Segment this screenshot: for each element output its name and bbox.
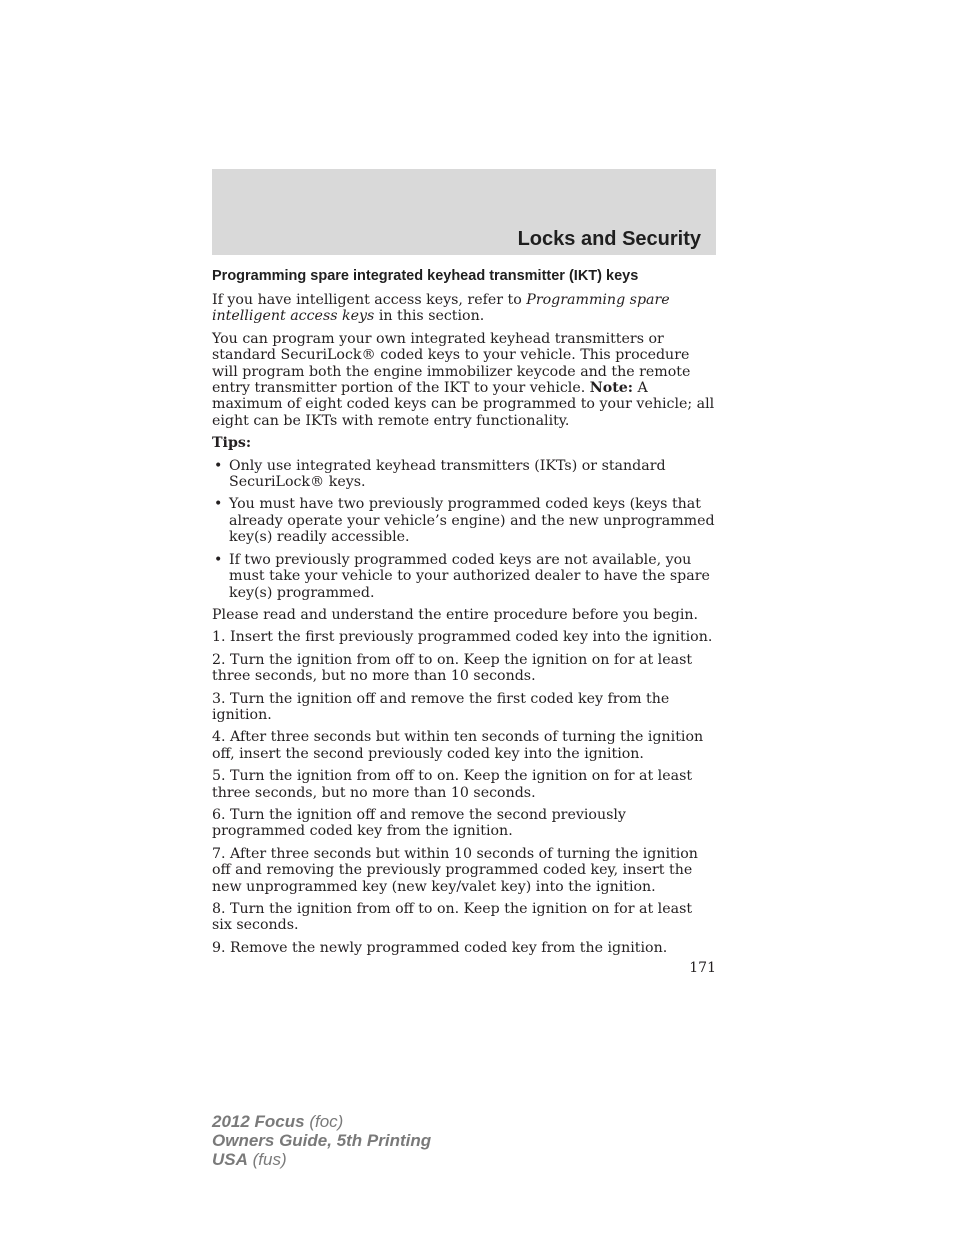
tips-label: Tips: [212, 435, 252, 452]
footer-model-code: (foc) [304, 1112, 344, 1131]
list-item [212, 496, 716, 545]
list-item: 8. Turn the ignition from off to on. Keep the ignition on for at least six seconds. [212, 901, 693, 934]
list-item: 7. After three seconds but within 10 seconds of turning the ignition off and removing the previously programmed coded key, insert the new unprogrammed key (new key/valet key) into the ignition. [212, 845, 698, 895]
document-footer [212, 1112, 431, 1169]
page-number: 171 [689, 960, 716, 976]
list-item: 3. Turn the ignition off and remove the first coded key from the ignition. [212, 690, 670, 723]
list-item: 1. Insert the first previously programmed coded key into the ignition. [212, 629, 713, 646]
list-item: 6. Turn the ignition off and remove the second previously programmed coded key from the ignition. [212, 806, 626, 840]
list-item: 4. After three seconds but within ten seconds of turning the ignition off, insert the second previously coded key into the ignition. [212, 729, 704, 762]
intro-paragraph-1 [212, 292, 716, 325]
list-item [212, 458, 716, 491]
tip-text: Only use integrated keyhead transmitters (IKTs) or standard SecuriLock® keys. [229, 457, 666, 491]
list-item [212, 552, 716, 601]
cross-reference: Programming spare intelligent access keys [212, 292, 670, 325]
bullet-icon: • [214, 496, 223, 513]
tip-text: You must have two previously programmed coded keys (keys that already operate your vehicle’s engine) and the new unprogrammed key(s) readily accessible. [229, 496, 715, 546]
list-item: 2. Turn the ignition from off to on. Keep the ignition on for at least three seconds, but no more than 10 seconds. [212, 651, 693, 685]
page-content [212, 266, 716, 962]
list-item: 5. Turn the ignition from off to on. Keep the ignition on for at least three seconds, but no more than 10 seconds. [212, 768, 693, 801]
tips-list [212, 458, 716, 601]
intro-text: A maximum of eight coded keys can be programmed to your vehicle; all eight can be IKTs with remote entry functionality. [212, 380, 715, 429]
footer-market-code: (fus) [247, 1150, 287, 1169]
intro-text: You can program your own integrated keyhead transmitters or standard SecuriLock® coded keys to your vehicle. This procedure will program both the engine immobilizer keycode and the remote entry transmitter portion of the IKT to your vehicle. [212, 330, 691, 397]
footer-model: 2012 Focus [212, 1112, 305, 1131]
list-item: 9. Remove the newly programmed coded key from the ignition. [212, 939, 668, 956]
tip-text: If two previously programmed coded keys are not available, you must take your vehicle to your authorized dealer to have the spare key(s) programmed. [229, 551, 710, 601]
note-label: Note: [589, 380, 634, 397]
bullet-icon: • [214, 457, 223, 474]
footer-guide: Owners Guide, 5th Printing [212, 1131, 432, 1150]
procedure-intro: Please read and understand the entire procedure before you begin. [212, 606, 699, 623]
section-header-band [212, 169, 716, 255]
bullet-icon: • [214, 551, 223, 568]
intro-text: in this section. [374, 308, 485, 325]
footer-guide-line [212, 1131, 431, 1150]
footer-market-line [212, 1150, 431, 1169]
procedure-steps [212, 629, 716, 956]
footer-market: USA [212, 1150, 248, 1169]
section-title: Locks and Security [517, 228, 701, 250]
intro-paragraph-2 [212, 331, 716, 429]
intro-text: If you have intelligent access keys, refer to [212, 292, 527, 308]
footer-model-line [212, 1112, 431, 1131]
subsection-heading: Programming spare integrated keyhead transmitter (IKT) keys [212, 268, 639, 284]
